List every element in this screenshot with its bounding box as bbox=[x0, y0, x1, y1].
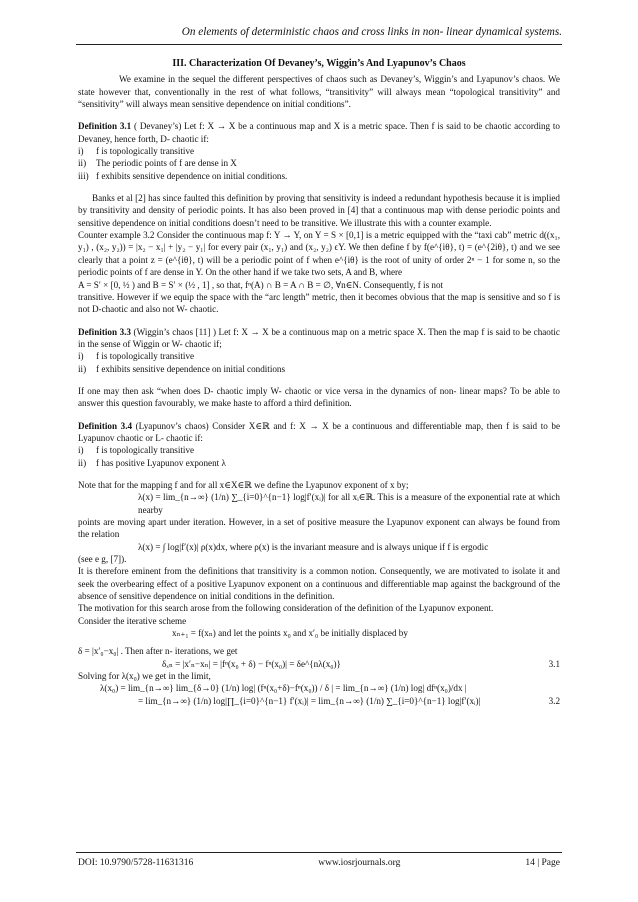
consider-line: Consider the iterative scheme bbox=[78, 615, 187, 626]
page-footer bbox=[78, 858, 560, 868]
definition-text: ( Devaney’s) Let f: X → X be a continuous map and X is a metric space. Then f is said to be chaotic according to Devaney, hence forth, D- chaotic if: bbox=[78, 121, 560, 144]
list-item: ii) f has positive Lyapunov exponent λ bbox=[78, 457, 226, 468]
footer-rule bbox=[76, 852, 562, 853]
definition-label: Definition 3.3 bbox=[78, 326, 131, 337]
definition-label: Definition 3.1 bbox=[78, 121, 132, 132]
lyapunov-note: Note that for the mapping f and for all x∈X∈ℝ we define the Lyapunov exponent of x by; bbox=[78, 479, 409, 490]
definition-3-3 bbox=[78, 326, 560, 351]
equation-number: 3.1 bbox=[548, 658, 560, 669]
eminent-paragraph: It is therefore eminent from the definitions that transitivity is a common notion. Consequently, we are motivated to isolate it and seek the overbearing effect of a positive Lyapunov exponent on a continuous and differentiable map against the background of the absence of sensitive dependence on initial conditions in the definition. bbox=[78, 566, 560, 602]
banks-paragraph: Banks et al [2] has since faulted this definition by proving that sensitivity is indeed a redundant hypothesis because it is implied by transitivity and density of periodic points. It has also been proved in [4] that a continuous map with dense periodic points and sensitive dependence on initial conditions doesn’t need to be transitive. We illustrate this with a counter example. bbox=[78, 193, 560, 228]
equation-body: δₓₙ = |x′ₙ−xₙ| = |fⁿ(x₀ + δ) − fⁿ(x₀)| = δe^{nλ(x₀)} bbox=[162, 658, 341, 669]
definition-label: Definition 3.4 bbox=[78, 420, 133, 431]
list-item: i) f is topologically transitive bbox=[78, 351, 195, 362]
solving-line: Solving for λ(x₀) we get in the limit, bbox=[78, 671, 211, 682]
list-item: ii) The periodic points of f are dense in X bbox=[78, 158, 237, 169]
lyapunov-paragraph: points are moving apart under iteration. However, in a set of positive measure the Lyapunov exponent can always be found from the relation bbox=[78, 517, 560, 540]
sets-line: A = S′ × [0, ½ ) and B = S′ × (½ , 1] , so that, fⁿ(A) ∩ B = A ∩ B = ∅, ∀n∈N. Consequently, f is not bbox=[78, 279, 444, 290]
intro-paragraph: We examine in the sequel the different perspectives of chaos such as Devaney’s, Wiggin’s and Lyapunov’s chaos. We state however that, conventionally in the rest of what follows, “transitivity” will always mean “topological transitivity” and “sensitivity” will always mean sensitive dependence on initial conditions”. bbox=[78, 74, 560, 110]
equation-3-1 bbox=[78, 658, 560, 670]
equation-number: 3.2 bbox=[548, 695, 560, 706]
definition-text: (Lyapunov’s chaos) Consider X∈ℝ and f: X → X be a continuous and differentiable map, then f is said to be Lyapunov chaotic or L- chaotic if: bbox=[78, 420, 560, 443]
header-rule bbox=[76, 44, 562, 45]
counter-example: Counter example 3.2 Consider the continuous map f: Y → Y, on Y = S × [0,1] is a metric equipped with the “taxi cab” metric d((x₁, y₁) , (x₂, y₂)) = |x₂ − x₁| + |y₂ − y₁| for every pair (x₁, y₁) and (x₂, y₂) ϵY. We then define f by f(e^{iθ}, t) = (e^{2iθ}, t) and we see clearly that a point z = (e^{iθ}, t) will be a periodic point of f when e^{iθ} is the root of unity of order 2ⁿ − 1 for some n, so the periodic points of f are dense in Y. On the other hand if we take two sets, A and B, where bbox=[78, 230, 560, 278]
lyapunov-integral-equation: λ(x) = ∫ log|f′(x)| ρ(x)dx, where ρ(x) is the invariant measure and is always unique if f is ergodic bbox=[138, 541, 489, 552]
running-head: On elements of deterministic chaos and cross links in non- linear dynamical systems. bbox=[181, 26, 562, 38]
doi-text: DOI: 10.9790/5728-11631316 bbox=[78, 858, 194, 868]
equation-body: = lim_{n→∞} (1/n) log|∏_{i=0}^{n−1} f′(xᵢ)| = lim_{n→∞} (1/n) ∑_{i=0}^{n−1} log|f′(xᵢ)| bbox=[138, 695, 481, 706]
definition-3-4 bbox=[78, 420, 560, 445]
definition-3-4-list bbox=[78, 444, 560, 469]
definition-3-1 bbox=[78, 120, 560, 145]
question-paragraph: If one may then ask “when does D- chaotic imply W- chaotic or vice versa in the dynamics of non- linear maps? To be able to answer this question favourably, we make haste to afford a third definition. bbox=[78, 385, 560, 409]
definition-text: (Wiggin’s chaos [11] ) Let f: X → X be a continuous map on a metric space X. Then the map f is said to be chaotic in the sense of Wiggin or W- chaotic if; bbox=[78, 326, 560, 349]
motivation-paragraph: The motivation for this search arose from the following consideration of the definition of the Lyapunov exponent. bbox=[78, 603, 494, 614]
definition-3-1-list bbox=[78, 145, 560, 182]
list-item: iii) f exhibits sensitive dependence on initial conditions. bbox=[78, 170, 288, 181]
definition-3-3-list bbox=[78, 350, 560, 375]
equation-3-2-line-1: λ(x₀) = lim_{n→∞} lim_{δ→0} (1/n) log| (fⁿ(x₀+δ)−fⁿ(x₀)) / δ | = lim_{n→∞} (1/n) log| dfⁿ(x₀)/dx | bbox=[100, 683, 467, 694]
list-item: ii) f exhibits sensitive dependence on initial conditions bbox=[78, 363, 286, 374]
delta-line: δ = |x′₀−x₀| . Then after n- iterations, we get bbox=[78, 646, 238, 657]
iterative-scheme: xₙ₊₁ = f(xₙ) and let the points x₀ and x′₀ be initially displaced by bbox=[172, 628, 408, 639]
list-item: i) f is topologically transitive bbox=[78, 146, 195, 157]
journal-url: www.iosrjournals.org bbox=[318, 858, 401, 868]
page-number: 14 | Page bbox=[525, 858, 560, 868]
lyapunov-definition-equation: λ(x) = lim_{n→∞} (1/n) ∑_{i=0}^{n−1} log|f′(xᵢ)| for all xᵢ∈ℝ. This is a measure of the exponential rate at which nearby bbox=[138, 492, 560, 515]
page-body bbox=[78, 58, 560, 707]
equation-3-2 bbox=[78, 695, 560, 707]
list-item: i) f is topologically transitive bbox=[78, 445, 195, 456]
transitivity-paragraph: transitive. However if we equip the space with the “arc length” metric, then it becomes obvious that the map is sensitive and so f is not D-chaotic and also not W- chaotic. bbox=[78, 291, 560, 315]
reference-line: (see e g, [7]). bbox=[78, 554, 127, 565]
section-title: III. Characterization Of Devaney’s, Wiggin’s And Lyapunov’s Chaos bbox=[172, 58, 466, 69]
